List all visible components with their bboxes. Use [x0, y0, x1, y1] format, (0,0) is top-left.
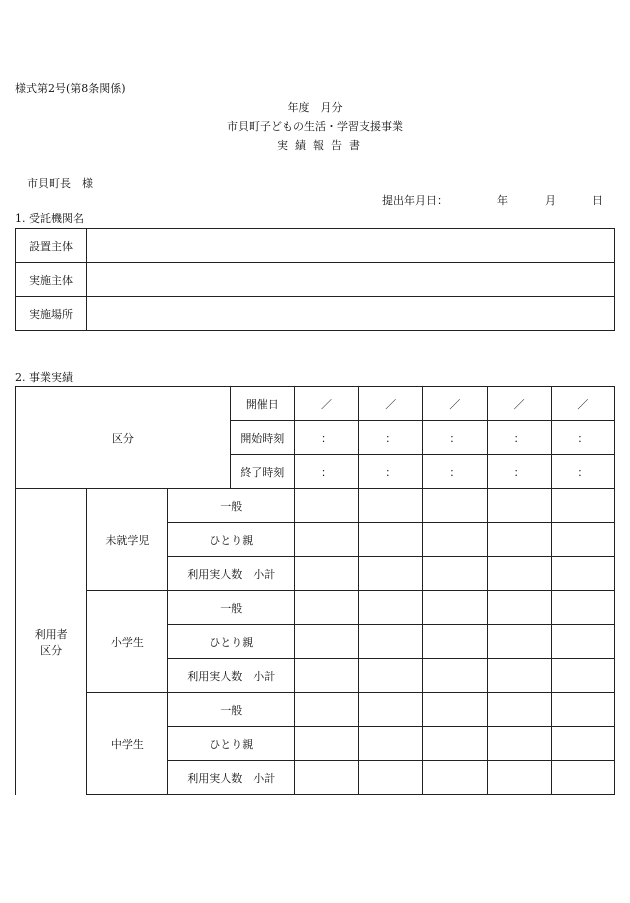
start-time-cell[interactable]: ：: [487, 421, 551, 455]
count-cell[interactable]: [423, 523, 487, 557]
group-label-elementary: 小学生: [87, 591, 168, 693]
user-category-line1: 利用者: [34, 627, 68, 641]
table-row: [16, 591, 615, 625]
row-label-single-parent: ひとり親: [168, 625, 294, 659]
date-cell[interactable]: ／: [294, 387, 358, 421]
user-category-header: [16, 489, 87, 795]
end-time-cell[interactable]: ：: [551, 455, 614, 489]
count-cell[interactable]: [359, 659, 423, 693]
count-cell[interactable]: [423, 591, 487, 625]
submission-day: 日: [592, 194, 603, 207]
year-month-line: 年度 月分: [287, 101, 343, 114]
count-cell[interactable]: [551, 557, 614, 591]
establisher-field[interactable]: [87, 229, 615, 263]
count-cell[interactable]: [423, 727, 487, 761]
count-cell[interactable]: [487, 489, 551, 523]
results-table: [15, 386, 615, 795]
row-label-subtotal: 利用実人数 小計: [168, 557, 294, 591]
count-cell[interactable]: [551, 591, 614, 625]
count-cell[interactable]: [551, 693, 614, 727]
row-label-subtotal: 利用実人数 小計: [168, 659, 294, 693]
row-label-subtotal: 利用実人数 小計: [168, 761, 294, 795]
row-label-location: 実施場所: [16, 297, 87, 331]
user-category-line2: 区分: [40, 643, 63, 657]
count-cell[interactable]: [359, 489, 423, 523]
row-label-operator: 実施主体: [16, 263, 87, 297]
date-label: 開催日: [230, 387, 294, 421]
group-label-junior-high: 中学生: [87, 693, 168, 795]
count-cell[interactable]: [294, 659, 358, 693]
end-time-cell[interactable]: ：: [487, 455, 551, 489]
row-label-establisher: 設置主体: [16, 229, 87, 263]
count-cell[interactable]: [487, 727, 551, 761]
date-cell[interactable]: ／: [487, 387, 551, 421]
count-cell[interactable]: [359, 557, 423, 591]
date-cell[interactable]: ／: [359, 387, 423, 421]
row-label-general: 一般: [168, 591, 294, 625]
count-cell[interactable]: [423, 761, 487, 795]
table-row: [16, 387, 615, 421]
addressee: 市貝町長 様: [27, 177, 93, 190]
count-cell[interactable]: [551, 727, 614, 761]
count-cell[interactable]: [551, 761, 614, 795]
count-cell[interactable]: [294, 625, 358, 659]
count-cell[interactable]: [551, 523, 614, 557]
count-cell[interactable]: [423, 557, 487, 591]
location-field[interactable]: [87, 297, 615, 331]
date-cell[interactable]: ／: [551, 387, 614, 421]
submission-year: 年: [497, 194, 508, 207]
section1-heading: 1. 受託機関名: [15, 212, 84, 225]
count-cell[interactable]: [359, 761, 423, 795]
start-time-cell[interactable]: ：: [423, 421, 487, 455]
section2-heading: 2. 事業実績: [15, 371, 73, 384]
count-cell[interactable]: [487, 523, 551, 557]
program-name: 市貝町子どもの生活・学習支援事業: [227, 120, 403, 133]
table-row: [16, 693, 615, 727]
count-cell[interactable]: [423, 659, 487, 693]
table-row: [16, 489, 615, 523]
count-cell[interactable]: [359, 625, 423, 659]
count-cell[interactable]: [294, 523, 358, 557]
count-cell[interactable]: [551, 659, 614, 693]
count-cell[interactable]: [359, 727, 423, 761]
end-time-label: 終了時刻: [230, 455, 294, 489]
count-cell[interactable]: [487, 625, 551, 659]
count-cell[interactable]: [423, 489, 487, 523]
start-time-label: 開始時刻: [230, 421, 294, 455]
count-cell[interactable]: [294, 761, 358, 795]
table-row: [16, 297, 615, 331]
count-cell[interactable]: [423, 625, 487, 659]
form-number: 様式第2号(第8条関係): [15, 82, 126, 95]
count-cell[interactable]: [487, 591, 551, 625]
count-cell[interactable]: [294, 591, 358, 625]
count-cell[interactable]: [551, 489, 614, 523]
document-title: 実績報告書: [277, 139, 367, 152]
submission-month: 月: [545, 194, 556, 207]
count-cell[interactable]: [359, 693, 423, 727]
row-label-single-parent: ひとり親: [168, 523, 294, 557]
row-label-general: 一般: [168, 693, 294, 727]
count-cell[interactable]: [551, 625, 614, 659]
row-label-general: 一般: [168, 489, 294, 523]
end-time-cell[interactable]: ：: [294, 455, 358, 489]
submission-date-label: 提出年月日：: [382, 194, 448, 207]
count-cell[interactable]: [487, 693, 551, 727]
count-cell[interactable]: [423, 693, 487, 727]
end-time-cell[interactable]: ：: [423, 455, 487, 489]
count-cell[interactable]: [294, 693, 358, 727]
count-cell[interactable]: [487, 557, 551, 591]
kubun-header: 区分: [16, 387, 231, 489]
count-cell[interactable]: [359, 523, 423, 557]
count-cell[interactable]: [359, 591, 423, 625]
date-cell[interactable]: ／: [423, 387, 487, 421]
count-cell[interactable]: [294, 557, 358, 591]
count-cell[interactable]: [487, 659, 551, 693]
table-row: [16, 263, 615, 297]
start-time-cell[interactable]: ：: [551, 421, 614, 455]
row-label-single-parent: ひとり親: [168, 727, 294, 761]
count-cell[interactable]: [294, 727, 358, 761]
group-label-preschool: 未就学児: [87, 489, 168, 591]
count-cell[interactable]: [294, 489, 358, 523]
end-time-cell[interactable]: ：: [359, 455, 423, 489]
count-cell[interactable]: [487, 761, 551, 795]
start-time-cell[interactable]: ：: [359, 421, 423, 455]
start-time-cell[interactable]: ：: [294, 421, 358, 455]
contractor-table: [15, 228, 615, 331]
operator-field[interactable]: [87, 263, 615, 297]
table-row: [16, 229, 615, 263]
